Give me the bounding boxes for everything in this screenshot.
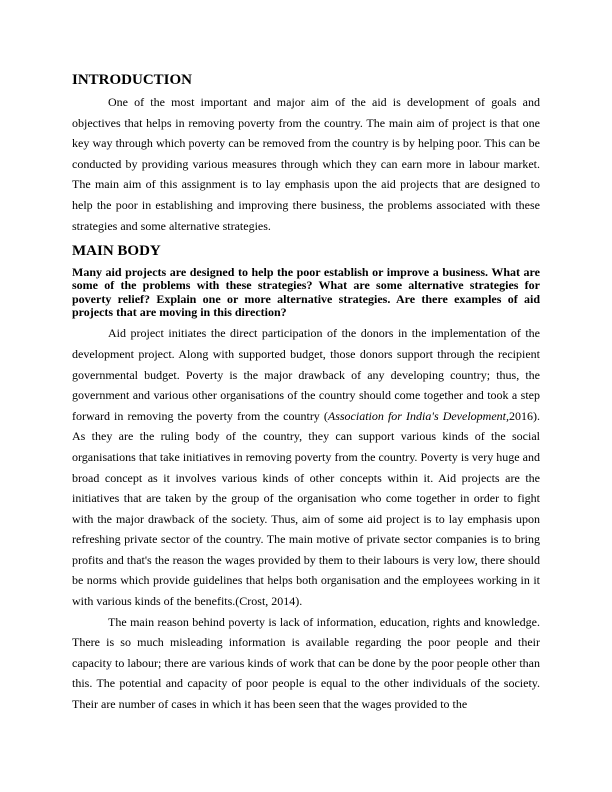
main-body-heading: MAIN BODY: [72, 243, 161, 260]
main-body-paragraph-1: [72, 323, 540, 611]
paragraph-1-text-end: 2016). As they are the ruling body of the country, they can support various kinds of the social organisations that take initiatives in removing poverty from the country. Poverty is very huge and broad concept as it involves various kinds of other concepts within it. Aid projects are the initiatives that are taken by the group of the organisation who come together in order to fight with the major drawback of the society. Thus, aim of some aid project is to lay emphasis upon refreshing private sector of the country. The main motive of private sector companies is to bring profits and that's the reason the wages provided by them to their labours is very low, there should be norms which provide guidelines that helps both organisation and the employees working in it with various kinds of the benefits.(Crost, 2014).: [72, 408, 540, 609]
main-body-paragraph-2: The main reason behind poverty is lack of information, education, rights and knowledge. There is so much misleading information is available regarding the poor people and their capacity to labour; there are various kinds of work that can be done by the poor people other than this. The potential and capacity of poor people is equal to the other individuals of the society. Their are number of cases in which it has been seen that the wages provided to the: [72, 614, 540, 712]
essay-question: Many aid projects are designed to help the poor establish or improve a business. What are some of the problems with these strategies? What are some alternative strategies for poverty relief? Explain one or more alternative strategies. Are there examples of aid projects that are moving in this direction?: [72, 265, 540, 320]
paragraph-1-text-start: Aid project initiates the direct participation of the donors in the implementation of the development project. Along with supported budget, those donors support through the recipient governmental budget. Poverty is the major drawback of any developing country; thus, the government and various other organisations of the country should come together and took a step forward in removing the poverty from the country (: [72, 326, 540, 423]
introduction-paragraph: One of the most important and major aim of the aid is development of goals and objectives that helps in removing poverty from the country. The main aim of project is that one key way through which poverty can be removed from the country is by helping poor. This can be conducted by providing various measures through which they can earn more in labour market. The main aim of this assignment is to lay emphasis upon the aid projects that are designed to help the poor in establishing and improving there business, the problems associated with these strategies and some alternative strategies.: [72, 95, 540, 233]
citation-association: Association for India's Development,: [327, 408, 509, 423]
introduction-heading: INTRODUCTION: [72, 72, 193, 88]
document-page: [72, 71, 540, 715]
